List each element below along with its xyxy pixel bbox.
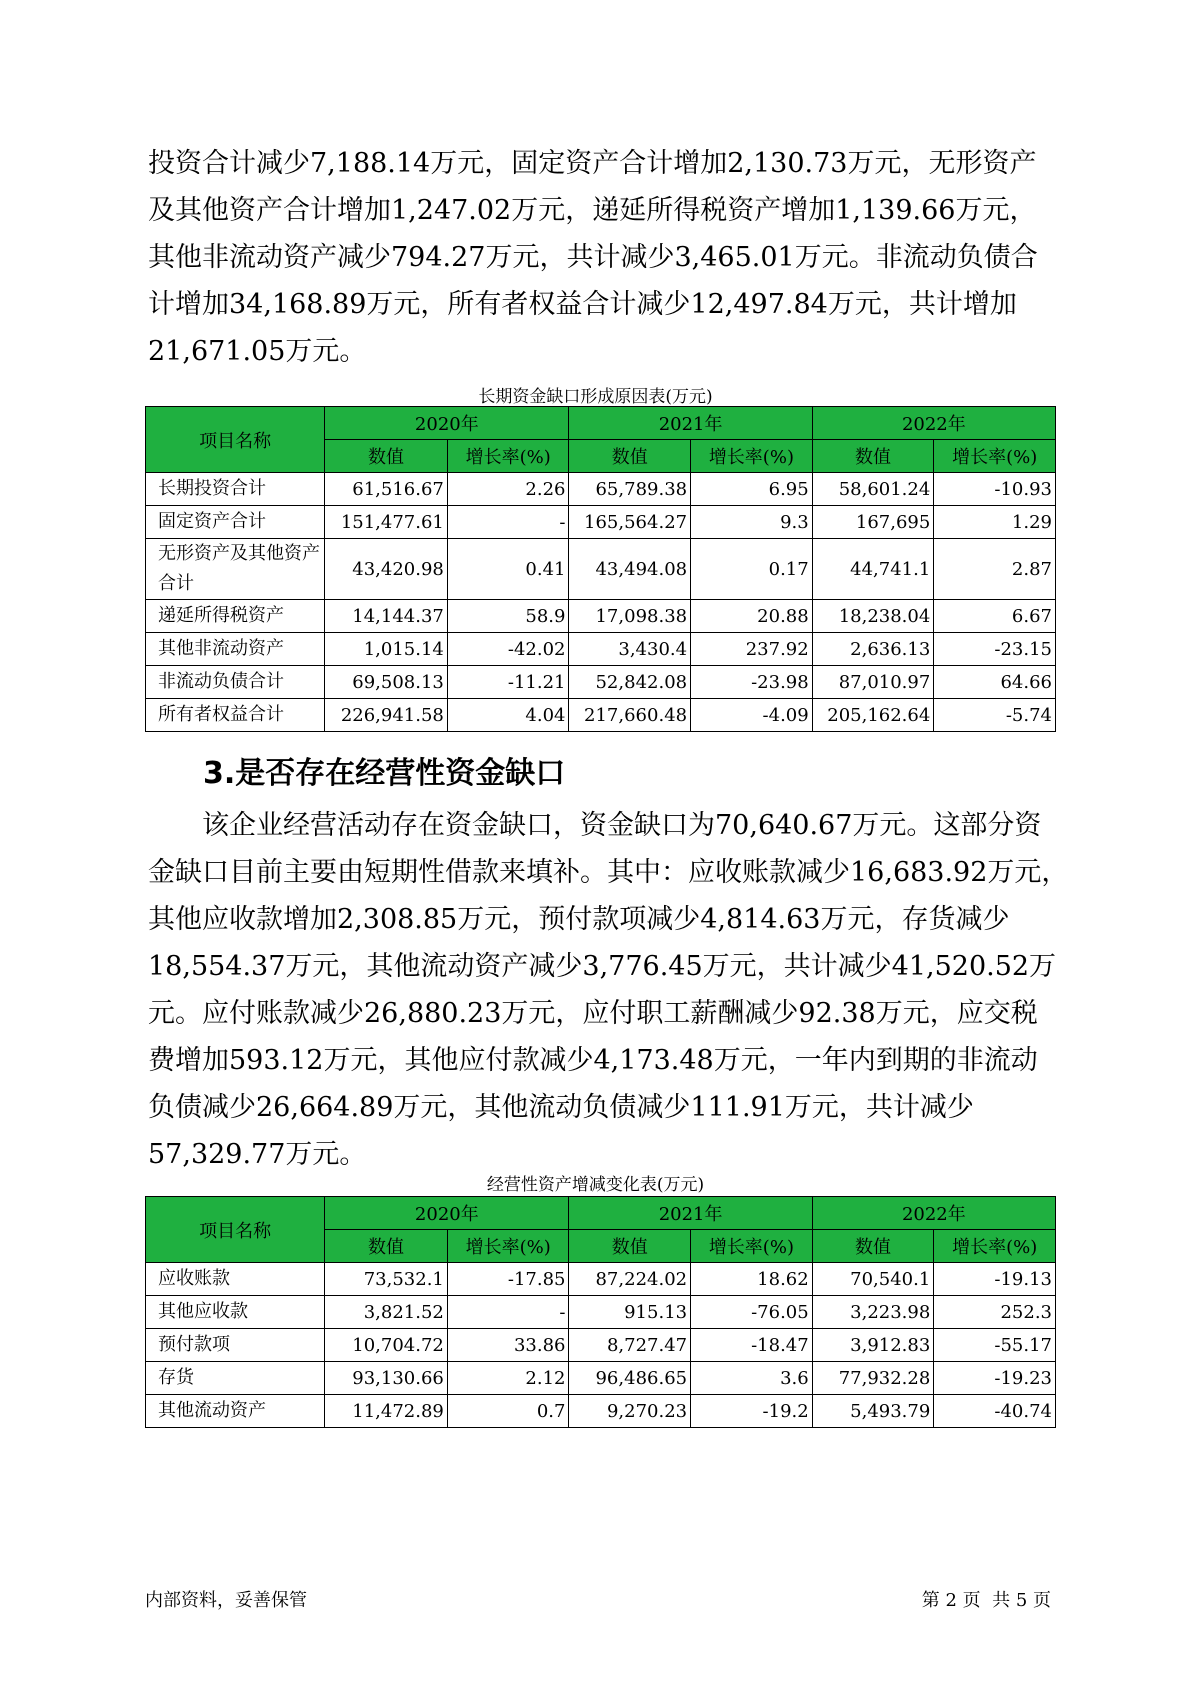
paragraph-line: 18,554.37万元，其他流动资产减少3,776.45万元，共计减少41,520.52万 <box>148 951 1057 982</box>
cell-value: 52,842.08 <box>569 666 691 699</box>
cell-value: 18,238.04 <box>812 600 934 633</box>
row-item-name: 无形资产及其他资产合计 <box>146 539 325 600</box>
cell-growth-rate: 9.3 <box>691 506 813 539</box>
header-item-name: 项目名称 <box>146 1197 325 1263</box>
header-year: 2022年 <box>812 407 1055 440</box>
long-term-funding-gap-table <box>145 406 1056 732</box>
cell-value: 1,015.14 <box>325 633 448 666</box>
cell-growth-rate: -10.93 <box>934 473 1056 506</box>
cell-growth-rate: -4.09 <box>691 699 813 732</box>
cell-growth-rate: -5.74 <box>934 699 1056 732</box>
cell-growth-rate: -19.2 <box>691 1395 813 1428</box>
paragraph-line: 负债减少26,664.89万元，其他流动负债减少111.91万元，共计减少 <box>148 1092 974 1123</box>
header-growth: 增长率(%) <box>447 1230 569 1263</box>
cell-value: 217,660.48 <box>569 699 691 732</box>
footer-confidential-note: 内部资料，妥善保管 <box>145 1590 307 1611</box>
cell-value: 167,695 <box>812 506 934 539</box>
cell-value: 17,098.38 <box>569 600 691 633</box>
paragraph-line: 该企业经营活动存在资金缺口，资金缺口为70,640.67万元。这部分资 <box>148 810 1042 841</box>
row-item-name: 其他非流动资产 <box>146 633 325 666</box>
cell-growth-rate: 252.3 <box>934 1296 1056 1329</box>
header-year: 2021年 <box>569 407 812 440</box>
operating-assets-change-table <box>145 1196 1056 1428</box>
cell-growth-rate: -42.02 <box>447 633 569 666</box>
cell-value: 65,789.38 <box>569 473 691 506</box>
header-year: 2020年 <box>325 1197 569 1230</box>
table-row <box>146 666 1056 699</box>
paragraph-line: 57,329.77万元。 <box>148 1139 367 1170</box>
cell-value: 87,224.02 <box>569 1263 691 1296</box>
row-item-name: 存货 <box>146 1362 325 1395</box>
cell-value: 2,636.13 <box>812 633 934 666</box>
cell-growth-rate: 237.92 <box>691 633 813 666</box>
row-item-name: 预付款项 <box>146 1329 325 1362</box>
header-value: 数值 <box>325 440 448 473</box>
cell-value: 3,821.52 <box>325 1296 448 1329</box>
table-row <box>146 1263 1056 1296</box>
cell-value: 93,130.66 <box>325 1362 448 1395</box>
table-row <box>146 473 1056 506</box>
cell-value: 96,486.65 <box>569 1362 691 1395</box>
row-item-name: 所有者权益合计 <box>146 699 325 732</box>
paragraph-line: 及其他资产合计增加1,247.02万元，递延所得税资产增加1,139.66万元， <box>148 195 1037 226</box>
header-value: 数值 <box>569 440 691 473</box>
paragraph-line: 计增加34,168.89万元，所有者权益合计减少12,497.84万元，共计增加 <box>148 289 1017 320</box>
paragraph-line: 投资合计减少7,188.14万元，固定资产合计增加2,130.73万元，无形资产 <box>148 148 1037 179</box>
cell-growth-rate: 0.7 <box>447 1395 569 1428</box>
section-title: 3.是否存在经营性资金缺口 <box>203 756 566 791</box>
paragraph-2 <box>148 802 1069 1178</box>
header-year: 2022年 <box>812 1197 1055 1230</box>
cell-value: 205,162.64 <box>812 699 934 732</box>
cell-growth-rate: 2.26 <box>447 473 569 506</box>
cell-growth-rate: -23.15 <box>934 633 1056 666</box>
header-value: 数值 <box>812 440 934 473</box>
table-row <box>146 633 1056 666</box>
cell-value: 3,223.98 <box>812 1296 934 1329</box>
header-item-name: 项目名称 <box>146 407 325 473</box>
cell-growth-rate: -76.05 <box>691 1296 813 1329</box>
cell-growth-rate: - <box>447 1296 569 1329</box>
paragraph-line: 21,671.05万元。 <box>148 336 367 367</box>
paragraph-1 <box>148 140 1053 375</box>
header-growth: 增长率(%) <box>934 1230 1056 1263</box>
cell-value: 10,704.72 <box>325 1329 448 1362</box>
cell-growth-rate: 3.6 <box>691 1362 813 1395</box>
paragraph-line: 元。应付账款减少26,880.23万元，应付职工薪酬减少92.38万元，应交税 <box>148 998 1038 1029</box>
table-row <box>146 539 1056 600</box>
header-year: 2021年 <box>569 1197 812 1230</box>
cell-value: 3,912.83 <box>812 1329 934 1362</box>
table-row <box>146 1296 1056 1329</box>
row-item-name: 其他流动资产 <box>146 1395 325 1428</box>
paragraph-line: 其他非流动资产减少794.27万元，共计减少3,465.01万元。非流动负债合 <box>148 242 1038 273</box>
paragraph-line: 费增加593.12万元，其他应付款减少4,173.48万元，一年内到期的非流动 <box>148 1045 1038 1076</box>
cell-growth-rate: -23.98 <box>691 666 813 699</box>
cell-growth-rate: 58.9 <box>447 600 569 633</box>
cell-value: 11,472.89 <box>325 1395 448 1428</box>
table-row <box>146 506 1056 539</box>
cell-growth-rate: -40.74 <box>934 1395 1056 1428</box>
cell-growth-rate: 33.86 <box>447 1329 569 1362</box>
row-item-name: 非流动负债合计 <box>146 666 325 699</box>
paragraph-line: 金缺口目前主要由短期性借款来填补。其中：应收账款减少16,683.92万元， <box>148 857 1069 888</box>
cell-value: 165,564.27 <box>569 506 691 539</box>
cell-value: 44,741.1 <box>812 539 934 600</box>
cell-growth-rate: 6.67 <box>934 600 1056 633</box>
table-row <box>146 1329 1056 1362</box>
cell-growth-rate: 1.29 <box>934 506 1056 539</box>
table-row <box>146 1362 1056 1395</box>
row-item-name: 递延所得税资产 <box>146 600 325 633</box>
table-row <box>146 1395 1056 1428</box>
cell-value: 226,941.58 <box>325 699 448 732</box>
cell-value: 3,430.4 <box>569 633 691 666</box>
cell-value: 8,727.47 <box>569 1329 691 1362</box>
cell-growth-rate: 0.17 <box>691 539 813 600</box>
header-growth: 增长率(%) <box>691 1230 813 1263</box>
cell-growth-rate: 0.41 <box>447 539 569 600</box>
cell-growth-rate: -17.85 <box>447 1263 569 1296</box>
cell-growth-rate: 64.66 <box>934 666 1056 699</box>
table-2-caption: 经营性资产增减变化表(万元) <box>486 1175 705 1195</box>
row-item-name: 其他应收款 <box>146 1296 325 1329</box>
cell-growth-rate: -55.17 <box>934 1329 1056 1362</box>
row-item-name: 固定资产合计 <box>146 506 325 539</box>
cell-value: 9,270.23 <box>569 1395 691 1428</box>
table-1-caption: 长期资金缺口形成原因表(万元) <box>478 387 713 407</box>
row-item-name: 长期投资合计 <box>146 473 325 506</box>
cell-growth-rate: -11.21 <box>447 666 569 699</box>
cell-growth-rate: 6.95 <box>691 473 813 506</box>
table-row <box>146 699 1056 732</box>
cell-value: 915.13 <box>569 1296 691 1329</box>
footer-page-number: 第 2 页 共 5 页 <box>921 1590 1051 1611</box>
header-growth: 增长率(%) <box>691 440 813 473</box>
cell-value: 77,932.28 <box>812 1362 934 1395</box>
row-item-name: 应收账款 <box>146 1263 325 1296</box>
table-row <box>146 600 1056 633</box>
cell-growth-rate: - <box>447 506 569 539</box>
cell-value: 5,493.79 <box>812 1395 934 1428</box>
paragraph-line: 其他应收款增加2,308.85万元，预付款项减少4,814.63万元，存货减少 <box>148 904 1010 935</box>
cell-growth-rate: -19.13 <box>934 1263 1056 1296</box>
cell-growth-rate: -18.47 <box>691 1329 813 1362</box>
header-year: 2020年 <box>325 407 569 440</box>
cell-value: 58,601.24 <box>812 473 934 506</box>
cell-growth-rate: 18.62 <box>691 1263 813 1296</box>
cell-value: 61,516.67 <box>325 473 448 506</box>
header-growth: 增长率(%) <box>447 440 569 473</box>
cell-value: 87,010.97 <box>812 666 934 699</box>
header-value: 数值 <box>325 1230 448 1263</box>
cell-value: 70,540.1 <box>812 1263 934 1296</box>
cell-value: 43,494.08 <box>569 539 691 600</box>
cell-value: 151,477.61 <box>325 506 448 539</box>
cell-growth-rate: 2.87 <box>934 539 1056 600</box>
header-value: 数值 <box>569 1230 691 1263</box>
cell-value: 69,508.13 <box>325 666 448 699</box>
cell-value: 14,144.37 <box>325 600 448 633</box>
cell-value: 43,420.98 <box>325 539 448 600</box>
cell-growth-rate: 4.04 <box>447 699 569 732</box>
cell-growth-rate: 2.12 <box>447 1362 569 1395</box>
cell-growth-rate: 20.88 <box>691 600 813 633</box>
header-growth: 增长率(%) <box>934 440 1056 473</box>
cell-value: 73,532.1 <box>325 1263 448 1296</box>
cell-growth-rate: -19.23 <box>934 1362 1056 1395</box>
header-value: 数值 <box>812 1230 934 1263</box>
